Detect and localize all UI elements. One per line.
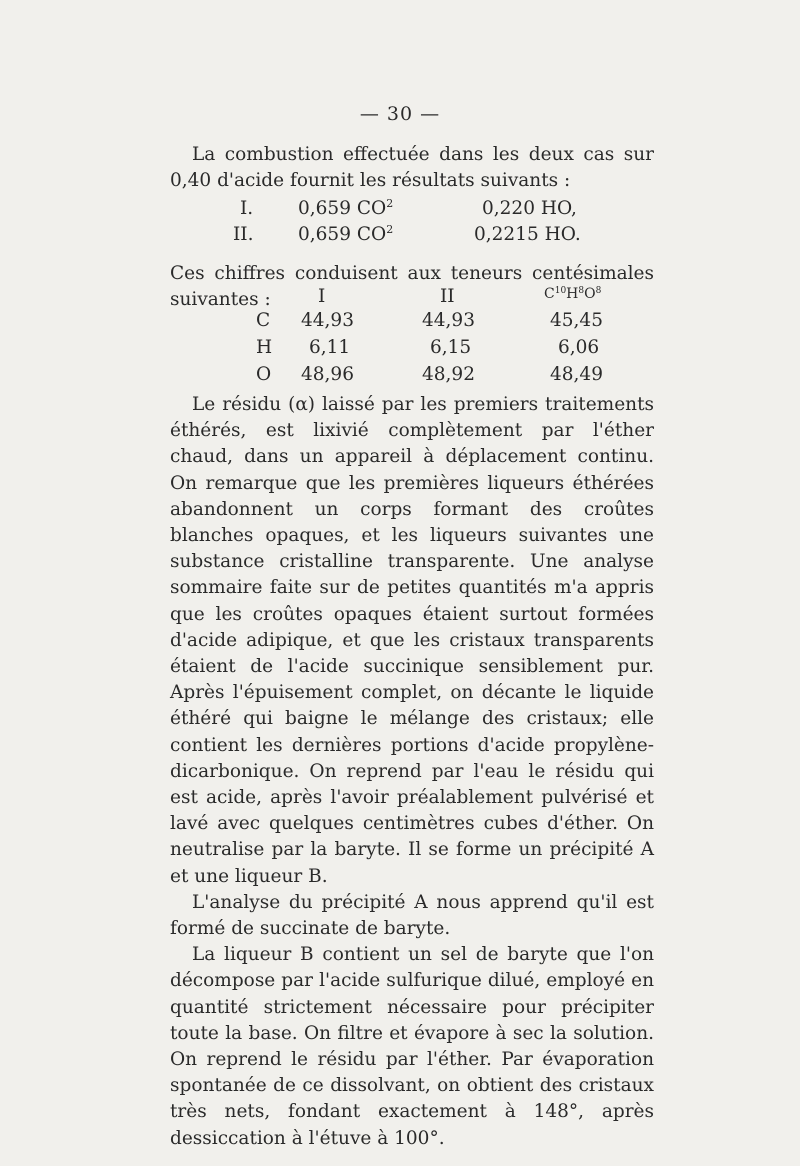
row-element: O <box>256 364 272 385</box>
co2-value: 0,659 $CO^2$ <box>298 223 394 245</box>
table-header-row <box>0 286 800 310</box>
row-col-1: 44,93 <box>301 310 354 331</box>
intro-text: La combustion effectuée dans les deux cas sur 0,40 d'acide fournit les résultats suivants : <box>170 144 654 192</box>
row-col-2: 6,15 <box>430 337 472 358</box>
row-col-3: 45,45 <box>550 310 603 331</box>
co2-value: 0,659 $CO^2$ <box>298 197 394 219</box>
result-label: II. <box>233 224 254 245</box>
body-text <box>170 392 654 1152</box>
table-row <box>0 310 800 334</box>
row-col-3: 48,49 <box>550 364 603 385</box>
row-element: H <box>256 337 273 358</box>
page-number: — 30 — <box>359 103 441 125</box>
ho-value: 0,220 HO, <box>482 198 577 219</box>
paragraph-residue: Le résidu (α) laissé par les premiers traitements éthérés, est lixivié complètement par l'éther chaud, dans un appareil à déplacement continu. On remarque que les premières liqueurs éthérées abandonnent un corps formant des croûtes blanches opaques, et les liqueurs suivantes une substance cristalline transparente. Une analyse sommaire faite sur de petites quantités m'a appris que les croûtes opaques étaient surtout formées d'acide adipique, et que les cristaux transparents étaient de l'acide succinique sensiblement pur. Après l'épuisement complet, on décante le liquide éthéré qui baigne le mélange des cristaux; elle contient les dernières portions d'acide propylène-dicarbonique. On reprend par l'eau le résidu qui est acide, après l'avoir préalablement pulvérisé et lavé avec quelques centimètres cubes d'éther. On neutralise par la baryte. Il se forme un précipité A et une liqueur B. <box>170 394 654 887</box>
table-row <box>0 364 800 388</box>
result-label: I. <box>240 198 254 219</box>
row-element: C <box>256 310 271 331</box>
row-col-2: 48,92 <box>422 364 475 385</box>
row-col-1: 48,96 <box>301 364 354 385</box>
header-formula: $C^{10}H^8O^8$ <box>544 286 602 302</box>
row-col-1: 6,11 <box>309 337 351 358</box>
paragraph-precipitate: L'analyse du précipité A nous apprend qu'il est formé de succinate de baryte. <box>170 891 654 940</box>
percent-intro-text: Ces chiffres conduisent aux teneurs centésimales suivantes : <box>170 263 654 311</box>
ho-value: 0,2215 HO. <box>474 224 581 245</box>
intro-paragraph <box>170 142 654 194</box>
header-col-2: II <box>440 286 455 307</box>
header-col-1: I <box>318 286 326 307</box>
row-col-2: 44,93 <box>422 310 475 331</box>
row-col-3: 6,06 <box>558 337 600 358</box>
paragraph-liquor: La liqueur B contient un sel de baryte que l'on décompose par l'acide sulfurique dilué, employé en quantité strictement nécessaire pour précipiter toute la base. On filtre et évapore à sec la solution. On reprend le résidu par l'éther. Par évaporation spontanée de ce dissolvant, on obtient des cristaux très nets, fondant exactement à 148°, après dessiccation à l'étuve à 100°. <box>170 944 654 1149</box>
table-row <box>0 337 800 361</box>
